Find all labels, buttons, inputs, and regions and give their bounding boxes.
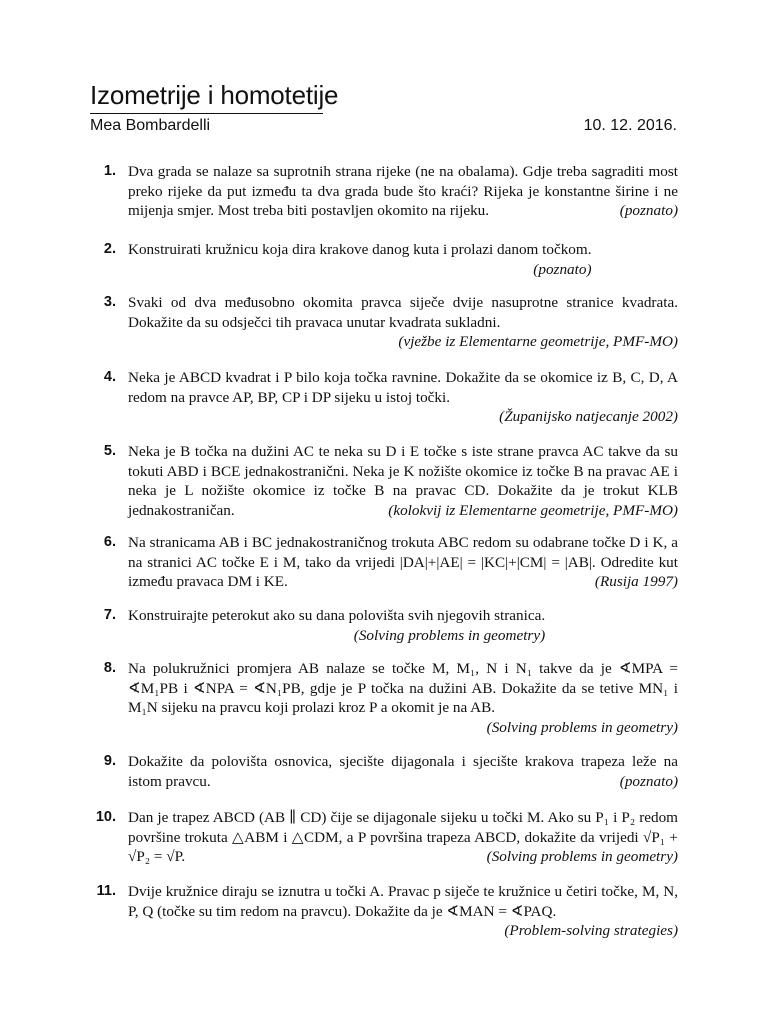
problem-number: 11. [96, 883, 116, 899]
problem-text: Konstruirati kružnicu koja dira krakove danog kuta i prolazi danom točkom. [128, 241, 592, 258]
problem-item [90, 442, 678, 520]
problem-item [90, 882, 678, 941]
problem-number: 6. [103, 534, 116, 550]
problem-number: 7. [103, 607, 116, 623]
problem-item [90, 368, 678, 427]
problem-text: Na stranicama AB i BC jednakostraničnog trokuta ABC redom su odabrane točke D i K, a na stranici AC točke E i M, tako da vrijedi |DA|+|AE| = |KC|+|CM| = |AB|. Odredite kut između pravaca DM i KE. [128, 534, 678, 590]
problem-source: (Solving problems in geometry) [353, 626, 546, 644]
document-date: 10. 12. 2016. [583, 117, 677, 134]
problem-number: 5. [103, 443, 116, 459]
author-name: Mea Bombardelli [90, 117, 211, 134]
problem-item [90, 752, 678, 791]
problem-source: (Solving problems in geometry) [486, 718, 678, 736]
problem-number: 3. [103, 294, 116, 310]
problem-source: (Županijsko natjecanje 2002) [499, 408, 678, 425]
problem-text: Neka je ABCD kvadrat i P bilo koja točka ravnine. Dokažite da se okomice iz B, C, D, A redom na pravce AP, BP, CP i DP sijeku u istoj točki. [128, 369, 678, 406]
problem-number: 1. [103, 163, 116, 179]
problem-number: 4. [103, 369, 116, 385]
problem-item [90, 162, 678, 221]
problem-item [90, 659, 678, 737]
problem-source: (vježbe iz Elementarne geometrije, PMF-MO) [398, 333, 678, 350]
problem-source: (poznato) [619, 772, 678, 790]
problem-text: Dokažite da polovišta osnovica, sjecište dijagonala i sjecište krakova trapeza leže na istom pravcu. [128, 753, 678, 790]
problem-text: Dan je trapez ABCD (AB ∥ CD) čije se dijagonale sijeku u točki M. Ako su P₁ i P₂ redom površine trokuta △ABM i △CDM, a P površina trapeza ABCD, dokažite da vrijedi √P₁ + √P₂ = √P. [128, 809, 678, 865]
problem-item [90, 533, 678, 592]
problem-source: (poznato) [533, 260, 592, 278]
problem-number: 2. [103, 241, 116, 257]
problem-source: (Solving problems in geometry) [486, 848, 678, 865]
problem-text: Dva grada se nalaze sa suprotnih strana rijeke (ne na obalama). Gdje treba sagraditi most preko rijeke da put između ta dva grada bude što kraći? Rijeka je konstantne širine i ne mijenja smjer. Most treba biti postavljen okomito na rijeku. [128, 163, 678, 219]
problem-number: 10. [95, 809, 116, 825]
problem-item [90, 240, 592, 279]
problem-source: (Problem-solving strategies) [504, 922, 678, 939]
problem-number: 9. [103, 753, 116, 769]
problem-source: (poznato) [619, 202, 678, 219]
problem-number: 8. [103, 660, 116, 676]
problem-text: Na polukružnici promjera AB nalaze se točke M, M₁, N i N₁ takve da je ∢MPA = ∢M₁PB i ∢NPA = ∢N₁PB, gdje je P točka na dužini AB. Dokažite da se tetive MN₁ i M₁N sijeku na pravcu koji prolazi kroz P a okomit je na AB. [128, 660, 678, 716]
problem-text: Konstruirajte peterokut ako su dana polovišta svih njegovih stranica. [128, 607, 546, 624]
problem-item [90, 293, 678, 352]
problem-source: (kolokvij iz Elementarne geometrije, PMF-MO) [388, 501, 678, 519]
problem-item [90, 606, 545, 645]
problem-text: Svaki od dva međusobno okomita pravca siječe dvije nasuprotne stranice kvadrata. Dokažite da su odsječci tih pravaca unutar kvadrata sukladni. [128, 294, 678, 331]
problem-text: Neka je B točka na dužini AC te neka su D i E točke s iste strane pravca AC takve da su tokuti ABD i BCE jednakostranični. Neka je K nožište okomice iz točke B na pravac AE i neka je L nožište okomice iz točke B na pravac CD. Dokažite da je trokut KLB jednakostraničan. [128, 443, 678, 519]
problem-text: Dvije kružnice diraju se iznutra u točki A. Pravac p siječe te kružnice u četiri točke, M, N, P, Q (točke su tim redom na pravcu). Dokažite da je ∢MAN = ∢PAQ. [128, 883, 678, 920]
title-underline [90, 113, 323, 114]
problem-source: (Rusija 1997) [594, 573, 678, 590]
problem-item [90, 808, 678, 867]
document-title: Izometrije i homotetije [90, 80, 339, 110]
